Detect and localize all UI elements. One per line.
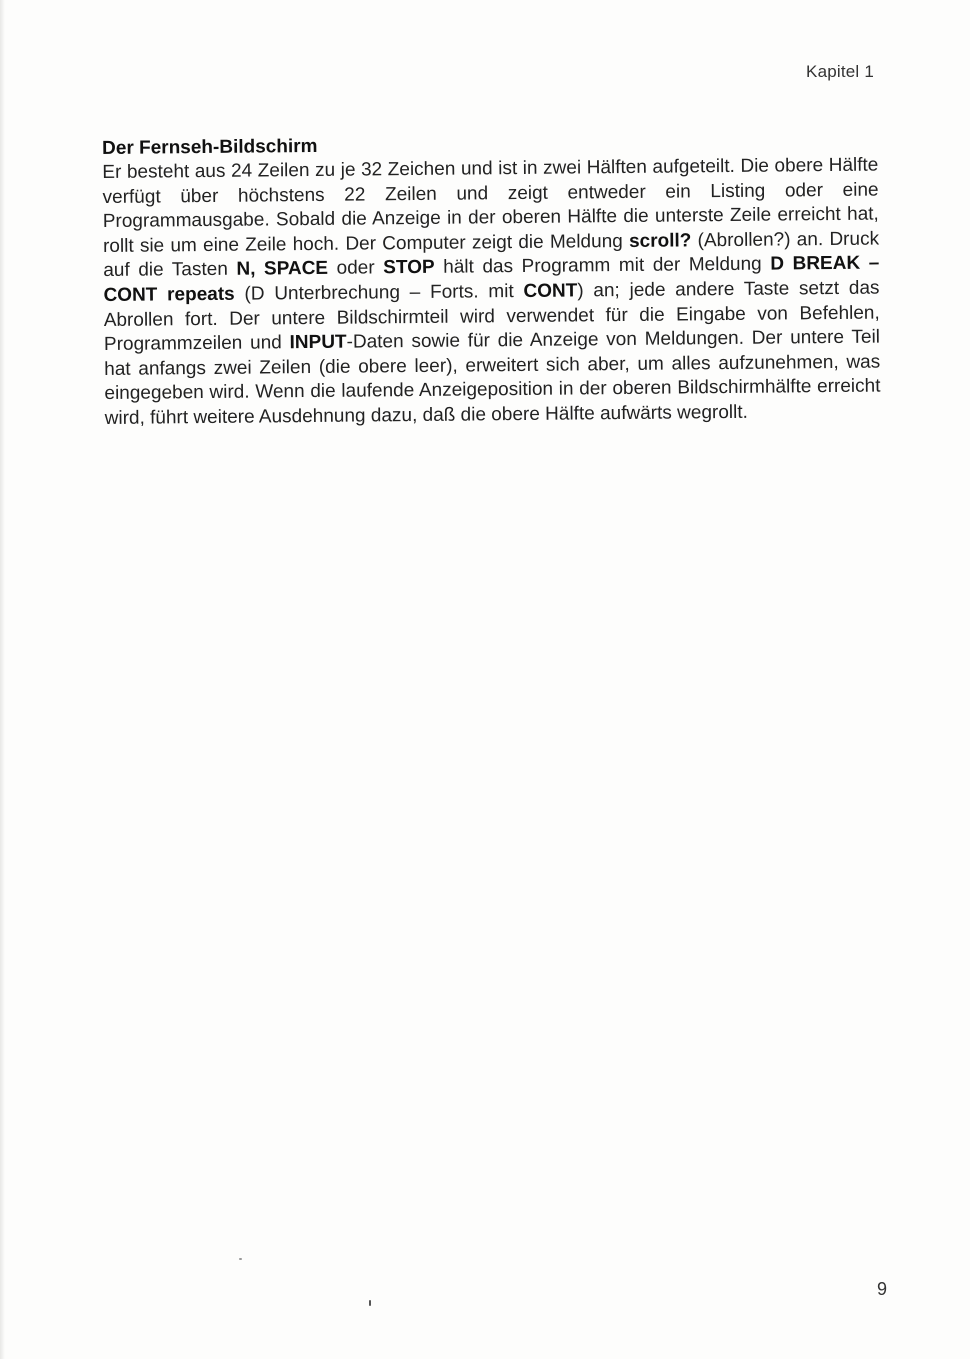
keyword-n: N,	[236, 258, 256, 281]
body-text-run: -Daten sowie für die Anzeige von Meldungen. Der untere Teil hat anfangs zwei Zeilen (die obere leer), erweitert sich aber, um alles aufzunehmen, was eingegeben wird. Wenn die laufende Anzeigeposition in der oberen Bildschirmhälfte erreicht wird, führt weitere Ausdehnung dazu, daß die obere Hälfte aufwärts wegrollt.	[104, 326, 881, 429]
section-title: Der Fernseh-Bildschirm	[102, 135, 318, 159]
scan-speck	[369, 1300, 371, 1306]
keyword-stop: STOP	[383, 257, 435, 279]
keyword-space: SPACE	[263, 258, 329, 280]
body-text-run: ) an; jede andere Taste setzt das Abrollen fort. Der untere Bildschirmteil wird verwendet für die Eingabe von Befehlen, Programmzeilen und	[103, 277, 880, 356]
page-number: 9	[876, 1279, 887, 1299]
keyword-break-message: D BREAK – CONT repeats	[103, 252, 880, 306]
body-text-run: (Abrollen?) an. Druck auf die Tasten	[103, 228, 880, 282]
body-text-run: oder	[327, 257, 384, 280]
body-text-run	[255, 259, 264, 280]
section-body-paragraph	[102, 154, 881, 432]
keyword-scroll: scroll?	[628, 230, 692, 252]
scan-speck	[239, 1258, 242, 1260]
keyword-cont: CONT	[523, 280, 578, 302]
page-edge-shadow	[0, 0, 5, 1359]
section-fernseh-bildschirm	[102, 130, 881, 432]
keyword-input: INPUT	[289, 331, 347, 354]
body-text-run: Er besteht aus 24 Zeilen zu je 32 Zeichen und ist in zwei Hälften aufgeteilt. Die obere Hälfte verfügt über höchstens 22 Zeilen und zeigt entweder ein Listing oder eine Programmausgabe. Sobald die Anzeige in der oberen Hälfte die unterste Zeile erreicht hat, rollt sie um eine Zeile hoch. Der Computer zeigt die Meldung	[102, 154, 879, 257]
body-text-run: hält das Programm mit der Meldung	[434, 253, 771, 279]
running-header-chapter: Kapitel 1	[806, 62, 874, 81]
body-text-run: (D Unterbrechung – Forts. mit	[234, 280, 524, 305]
